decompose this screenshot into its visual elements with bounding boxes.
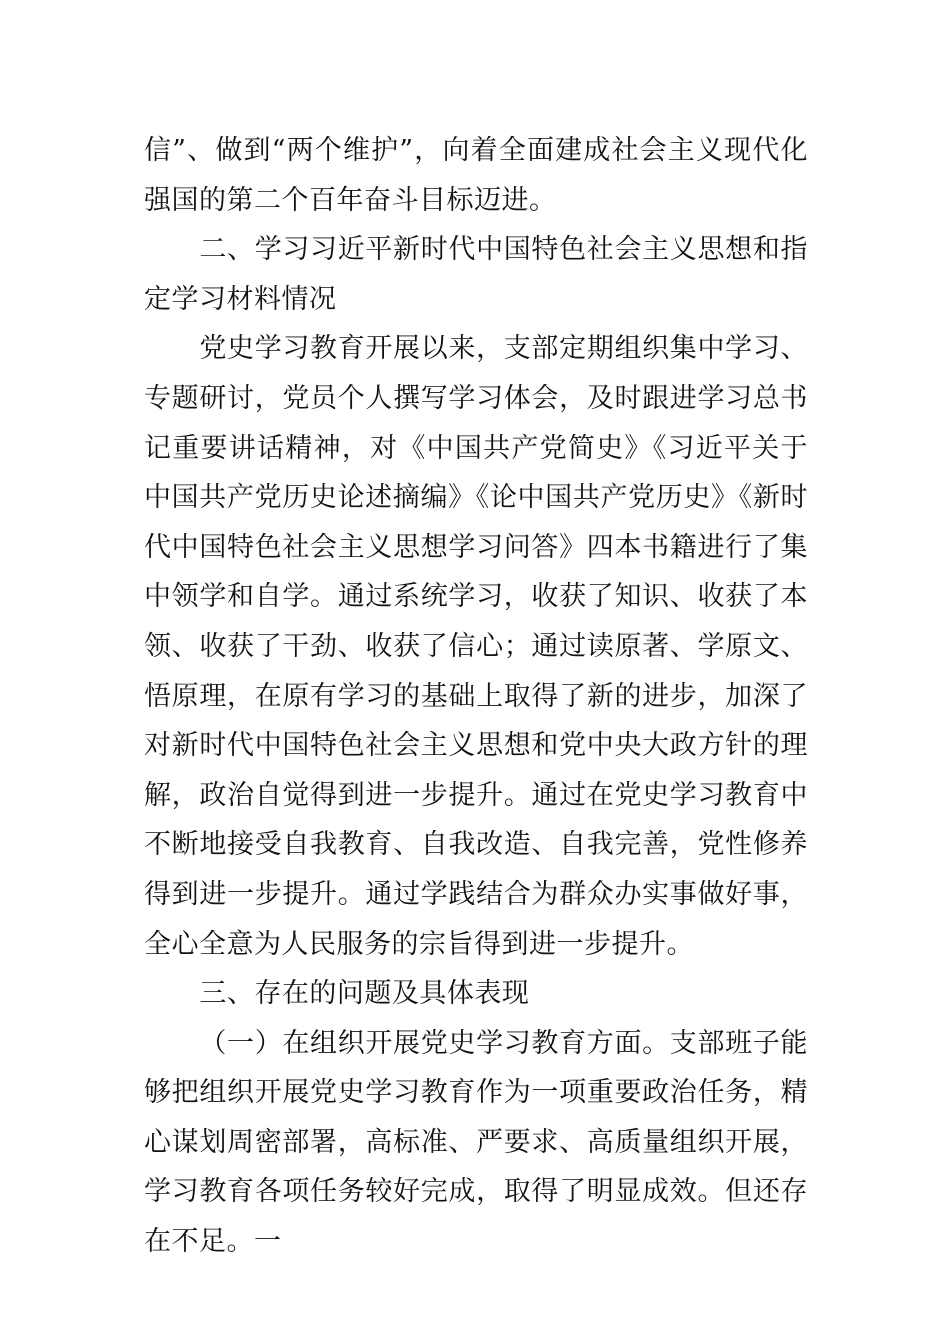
- paragraph-study-body: 党史学习教育开展以来，支部定期组织集中学习、专题研讨，党员个人撰写学习体会，及时跟进学习总书记重要讲话精神，对《中国共产党简史》《习近平关于中国共产党历史论述摘编》《论中国共产党历史》《新时代中国特色社会主义思想学习问答》四本书籍进行了集中领学和自学。通过系统学习，收获了知识、收获了本领、收获了干劲、收获了信心；通过读原著、学原文、悟原理，在原有学习的基础上取得了新的进步，加深了对新时代中国特色社会主义思想和党中央大政方针的理解，政治自觉得到进一步提升。通过在党史学习教育中不断地接受自我教育、自我改造、自我完善，党性修养得到进一步提升。通过学践结合为群众办实事做好事，全心全意为人民服务的宗旨得到进一步提升。: [144, 333, 808, 960]
- paragraph-continuation: 信”、做到“两个维护”，向着全面建成社会主义现代化强国的第二个百年奋斗目标迈进。: [144, 135, 808, 216]
- document-page: [144, 126, 808, 1267]
- section-heading-problems: 三、存在的问题及具体表现: [199, 978, 530, 1010]
- section-heading-study: 二、学习习近平新时代中国特色社会主义思想和指定学习材料情况: [144, 234, 808, 315]
- paragraph-problems-body: （一）在组织开展党史学习教育方面。支部班子能够把组织开展党史学习教育作为一项重要政治任务，精心谋划周密部署，高标准、严要求、高质量组织开展，学习教育各项任务较好完成，取得了明显成效。但还存在不足。一: [144, 1027, 808, 1258]
